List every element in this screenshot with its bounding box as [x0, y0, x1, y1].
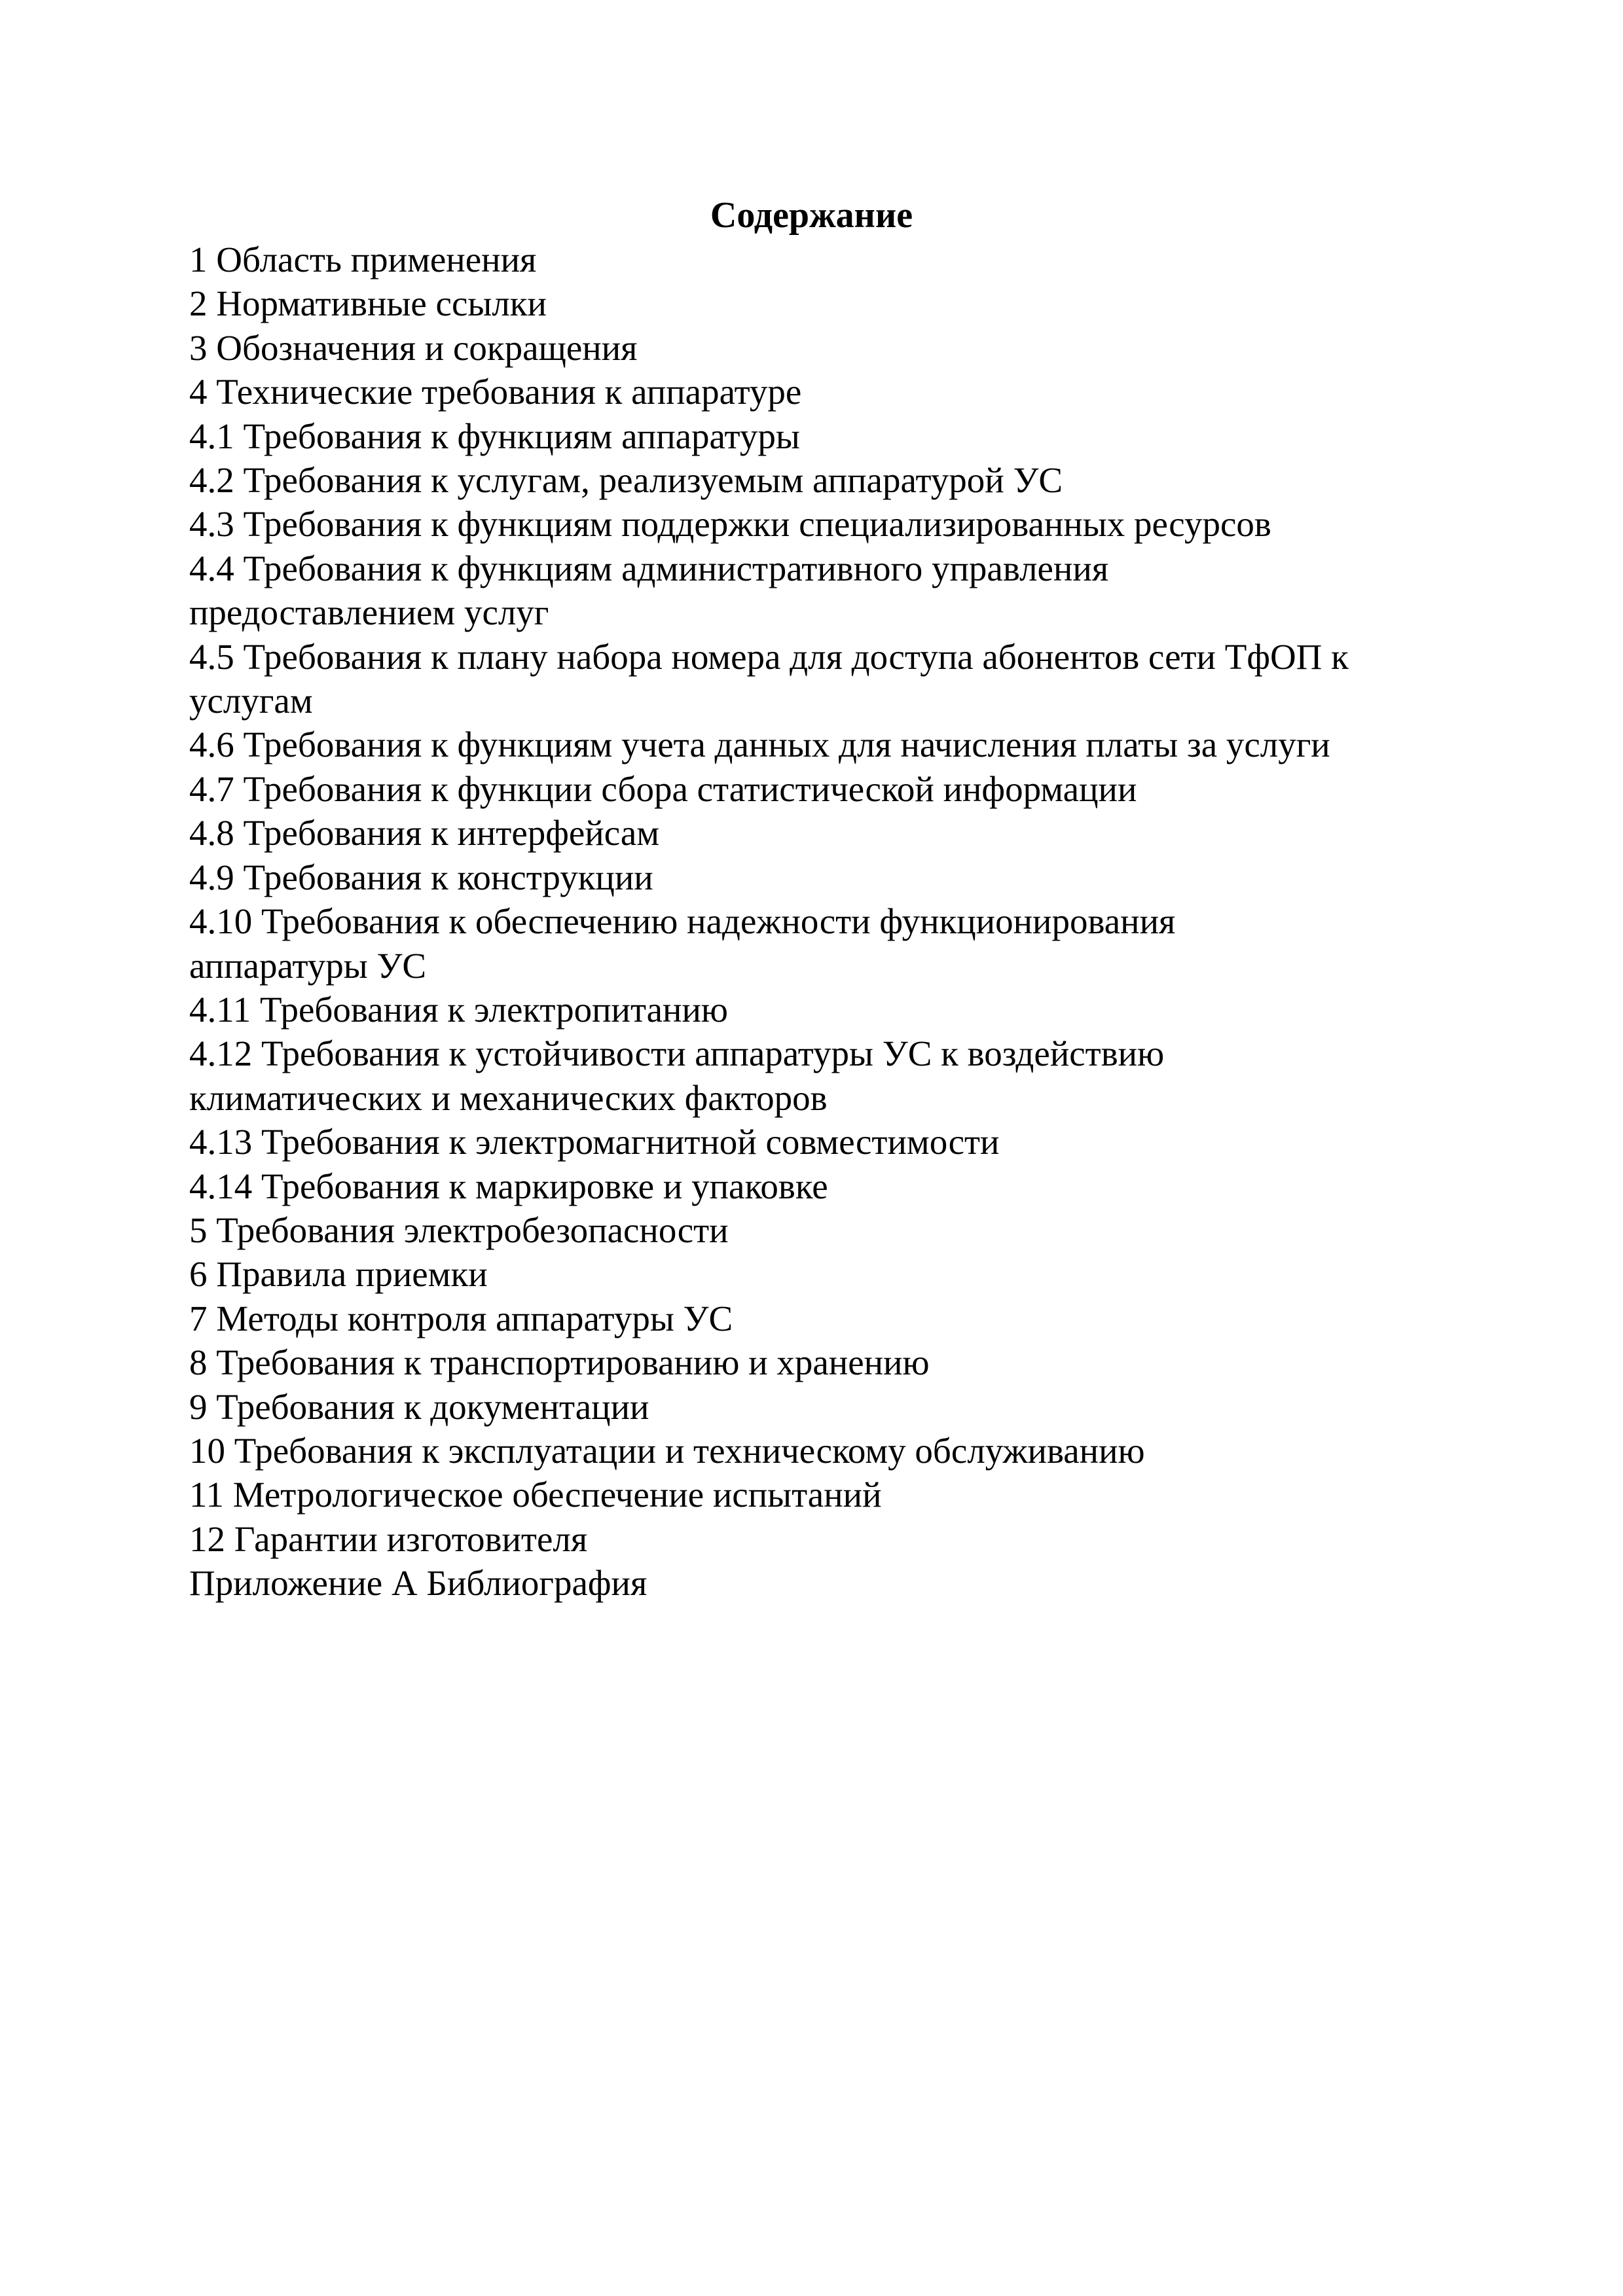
toc-entry: 8 Требования к транспортированию и хранению: [189, 1342, 930, 1383]
toc-entry: 6 Правила приемки: [189, 1254, 488, 1295]
toc-entry: 12 Гарантии изготовителя: [189, 1518, 588, 1559]
toc-entry: 4.10 Требования к обеспечению надежности функционирования: [189, 901, 1176, 942]
toc-entry: 4 Технические требования к аппаратуре: [189, 372, 802, 412]
toc-entry-continuation: предоставлением услуг: [189, 592, 549, 633]
toc-entry: 4.13 Требования к электромагнитной совместимости: [189, 1122, 1000, 1162]
toc-entry-continuation: услугам: [189, 681, 313, 721]
toc-entry: 4.1 Требования к функциям аппаратуры: [189, 416, 800, 456]
toc-entry: 7 Методы контроля аппаратуры УС: [189, 1298, 733, 1338]
toc-entry: Приложение А Библиография: [189, 1563, 647, 1604]
toc-entry: 4.7 Требования к функции сбора статистической информации: [189, 768, 1137, 809]
toc-entry: 4.14 Требования к маркировке и упаковке: [189, 1166, 828, 1206]
toc-entry: 11 Метрологическое обеспечение испытаний: [189, 1475, 882, 1515]
toc-entry: 4.6 Требования к функциям учета данных для начисления платы за услуги: [189, 725, 1330, 765]
toc-entry: 9 Требования к документации: [189, 1386, 649, 1427]
toc-entry-continuation: климатических и механических факторов: [189, 1077, 828, 1118]
toc-entry: 4.3 Требования к функциям поддержки специализированных ресурсов: [189, 504, 1271, 545]
toc-entry: 4.4 Требования к функциям административного управления: [189, 548, 1109, 588]
toc-entry: 10 Требования к эксплуатации и техническому обслуживанию: [189, 1430, 1145, 1471]
toc-entry: 1 Область применения: [189, 240, 537, 279]
toc-entry: 4.12 Требования к устойчивости аппаратуры УС к воздействию: [189, 1033, 1165, 1074]
toc-entry: 2 Нормативные ссылки: [189, 283, 547, 324]
toc-entry: 3 Обозначения и сокращения: [189, 327, 638, 368]
toc-entry: 4.11 Требования к электропитанию: [189, 989, 729, 1030]
toc-entry: 4.9 Требования к конструкции: [189, 857, 653, 897]
toc-entry: 4.5 Требования к плану набора номера для доступа абонентов сети ТфОП к: [189, 636, 1349, 677]
page-title: Содержание: [710, 195, 913, 236]
toc-entry-continuation: аппаратуры УС: [189, 945, 427, 986]
toc-entry: 4.2 Требования к услугам, реализуемым аппаратурой УС: [189, 460, 1063, 501]
table-of-contents: [189, 238, 1472, 1605]
toc-entry: 5 Требования электробезопасности: [189, 1210, 729, 1250]
toc-entry: 4.8 Требования к интерфейсам: [189, 813, 660, 853]
